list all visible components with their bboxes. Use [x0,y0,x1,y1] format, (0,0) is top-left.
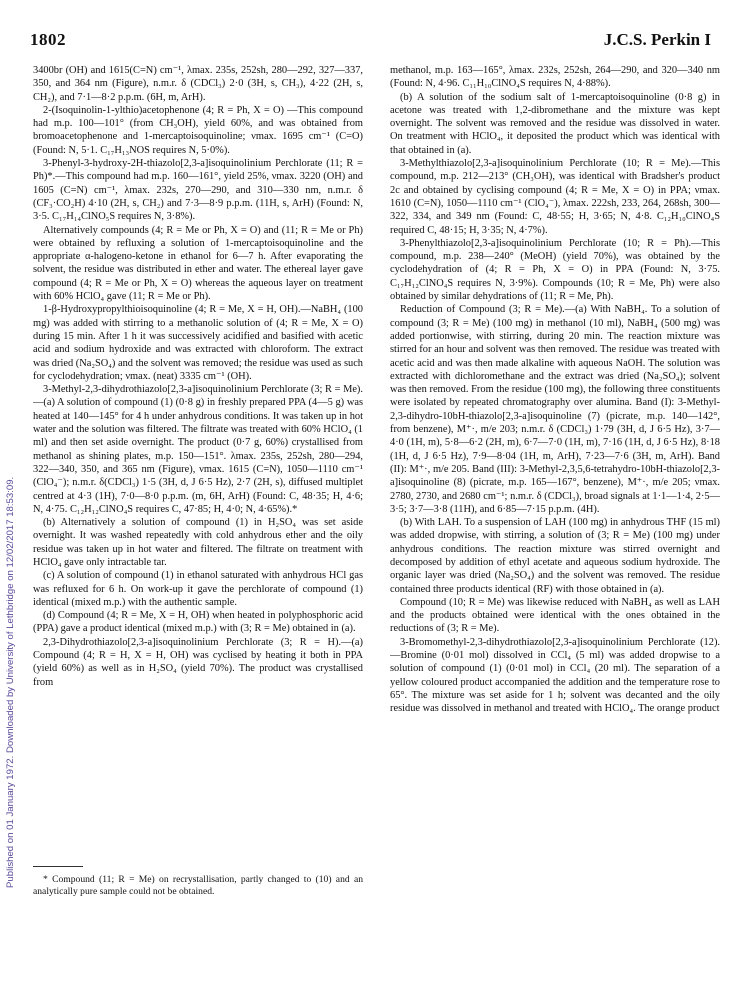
paragraph: (b) With LAH. To a suspension of LAH (100 mg) in anhydrous THF (15 ml) was added dropwise, with stirring, a solution of (3; R = Me) (100 mg) under anhydrous conditions. The reaction mixture was stirred overnight and decomposed by addition of ethyl acetate and aqueous sodium hydroxide. The organic layer was dried (Na₂SO₄) and the solvent was removed. The residue contained three products identical (RF) with those obtained in (a). [390,517,720,595]
right-column [390,64,720,974]
paragraph: 3400br (OH) and 1615(C=N) cm⁻¹, λmax. 235s, 252sh, 280—292, 327—337, 350, and 364 nm (Figure), n.m.r. δ (CDCl₃) 2·0 (3H, s, CH₃), 4·22 (2H, s, CH₂), and 7·1—8·2 p.p.m. (6H, m, ArH). [33,65,363,103]
side-download-note-text: Published on 01 January 1972. Downloaded by University of Lethbridge on 12/02/2017 18:53:09. [5,476,16,888]
footnote: * Compound (11; R = Me) on recrystallisation, partly changed to (10) and an analytically pure sample could not be obtained. [33,874,363,898]
paragraph: 3-Bromomethyl-2,3-dihydrothiazolo[2,3-a]isoquinolinium Perchlorate (12).—Bromine (0·01 mol) dissolved in CCl₄ (5 ml) was added dropwise to a solution of compound (1) (0·01 mol) in CCl₄ (20 ml). The separation of a yellow coloured product accompanied the addition and the temperature rose to 65°. The mixture was set aside for 1 h; solvent was decanted and the oily residue was dissolved in methanol and treated with HClO₄. The orange product [390,636,720,715]
paragraph: Compound (10; R = Me) was likewise reduced with NaBH₄ as well as LAH and the products obtained were identical with the ones obtained in the reductions of (3; R = Me). [390,596,720,635]
paragraph: Alternatively compounds (4; R = Me or Ph, X = O) and (11; R = Me or Ph) were obtained by refluxing a solution of 1-mercaptoisoquinoline and the appropriate α-halogeno-ketone in ethanol for 6—7 h. After evaporating the solvent, the residue was distributed in ether and water. The ethereal layer gave compound (4; R = Me or Ph, X = O) whereas the aqueous layer on treatment with 60% HClO₄ gave (11; R = Me or Ph). [33,224,363,303]
paragraph: (d) Compound (4; R = Me, X = H, OH) when heated in polyphosphoric acid (PPA) gave a product identical (mixed m.p.) with (3; R = Me) obtained in (a). [33,610,363,635]
side-download-note [3,150,17,890]
paragraph: (b) A solution of the sodium salt of 1-mercaptoisoquinoline (0·8 g) in acetone was treated with 1,2-dibromethane and the mixture was kept overnight. The solvent was removed and the residue was dissolved in water. On treatment with HClO₄, it deposited the product which was identical with that obtained in (a). [390,91,720,156]
left-column [33,64,363,859]
paragraph: (c) A solution of compound (1) in ethanol saturated with anhydrous HCl gas was refluxed for 6 h. On work-up it gave the perchlorate of compound (1) identical (mixed m.p.) with the authentic sample. [33,570,363,608]
paragraph: 1-β-Hydroxypropylthioisoquinoline (4; R = Me, X = H, OH).—NaBH₄ (100 mg) was added with stirring to a methanolic solution of (4; R = Me, X = O) during 15 min. After 1 h it was successively acidified and basified with acetic acid and sodium hydroxide and was extracted with chloroform. The extract was dried (Na₂SO₄) and the solvent was removed; the residue was used as such for cyclodehydration; νmax. (neat) 3335 cm⁻¹ (OH). [33,304,363,382]
paragraph: 3-Methyl-2,3-dihydrothiazolo[2,3-a]isoquinolinium Perchlorate (3; R = Me).—(a) A solution of compound (1) (0·8 g) in freshly prepared PPA (4—5 g) was heated at 140—145° for 4 h under anhydrous conditions. It was taken up in hot water and the solution was filtered. The filtrate was treated with 60% HClO₄ (1 ml) and then set aside overnight. The product (0·7 g, 60%) crystallised from methanol as shining plates, m.p. 150—151°. λmax. 235s, 252sh, 280—294, 322—340, 350, and 365 nm (Figure), νmax. 1615 (C=N), 1050—1110 cm⁻¹ (ClO₄⁻); n.m.r. δ(CDCl₃) 1·5 (3H, d, J 6·5 Hz), 2·7 (2H, s), diffused multiplet centred at 4·3 (1H), 7·0—8·0 p.p.m. (m, 6H, ArH) (Found: C, 48·35; H, 4·6; N, 4·75. C₁₂H₁₂ClNO₄S requires C, 47·85; H, 4·0; N, 4·65%).* [33,384,363,515]
footnote-rule [33,866,83,867]
paragraph: 2-(Isoquinolin-1-ylthio)acetophenone (4; R = Ph, X = O) —This compound had m.p. 100—101° (from CH₃OH), yield 60%, and was obtained from bromoacetophenone and 1-mercaptoisoquinoline; νmax. 1695 cm⁻¹ (C=O) (Found: N, 5·1. C₁₇H₁₃NOS requires N, 5·0%). [33,104,363,156]
paragraph: 3-Phenyl-3-hydroxy-2H-thiazolo[2,3-a]isoquinolinium Perchlorate (11; R = Ph)*.—This compound had m.p. 160—161°, yield 25%, νmax. 3220 (OH) and 1605 (C=N) cm⁻¹, λmax. 232s, 270—290, and 310—330 nm, n.m.r. δ (CF₃·CO₂H) 4·10 (2H, s, CH₂) and 7·3—8·9 p.p.m. (11H, s, ArH) (Found: N, 3·5. C₁₇H₁₄ClNO₅S requires N, 3·8%). [33,158,363,223]
paragraph: 3-Phenylthiazolo[2,3-a]isoquinolinium Perchlorate (10; R = Ph).—This compound, m.p. 238—240° (MeOH) (yield 70%), was obtained by the cyclodehydration of (4; R = Ph, X = O) in PPA (Found: N, 3·75. C₁₇H₁₂ClNO₄S requires N, 3·9%). Compounds (10; R = Me, Ph) were also obtained by similar dehydrations of (11; R = Me, Ph). [390,237,720,303]
page-number: 1802 [30,30,66,49]
paragraph: Reduction of Compound (3; R = Me).—(a) With NaBH₄. To a solution of compound (3; R = Me) (100 mg) in methanol (10 ml), NaBH₄ (500 mg) was added portionwise, with stirring, during 20 min. The reaction mixture was stirred for an hour and solvent was then removed. The residue was treated with acetic acid and was then made alkaline with aqueous NaOH. The solution was extracted with dichloromethane and the extract was dried (Na₂SO₄); solvent was then removed. From the residue (100 mg), the following three constituents were isolated by repeated chromatography over alumina. Band (I): 3-Methyl-2,3-dihydro-10bH-thiazolo[2,3-a]isoquinoline (7) (picrate, m.p. 140—142°, from benzene), M⁺·, m/e 203; n.m.r. δ (CDCl₃) 1·79 (3H, d, J 6·5 Hz), 3·7—4·0 (1H, m), 5·8—6·2 (2H, m), 6·7—7·0 (1H, m), 7·16 (1H, d, J 6·5 Hz), 8·18 (1H, d, J 6·5 Hz), 7·9—8·04 (1H, m, ArH), 7·23—7·6 (3H, m, ArH). Band (II): M⁺·, m/e 205. Band (III): 3-Methyl-2,3,5,6-tetrahydro-10bH-thiazolo[2,3-a]isoquinoline (8) (picrate, m.p. 165—167°, benzene), M⁺·, m/e 205; νmax. 2780, 2730, and 2680 cm⁻¹; n.m.r. δ (CDCl₃), broad signals at 1·1—1·4, 2·5—3·5; 3·7—3·8 (11H), and 6·85—7·15 p.p.m. (4H). [390,304,720,515]
paragraph: (b) Alternatively a solution of compound (1) in H₂SO₄ was set aside overnight. It was washed repeatedly with cold anhydrous ether and the oily residue was taken up in hot water and filtered. The filtrate on treatment with HClO₄ gave only intractable tar. [33,517,363,568]
paragraph: 3-Methylthiazolo[2,3-a]isoquinolinium Perchlorate (10; R = Me).—This compound, m.p. 212—213° (CH₃OH), was identical with Bradsher's product 2c and obtained by cyclising compound (4; R = Me, X = O) in PPA; νmax. 1610 (C=N), 1050—1110 cm⁻¹ (ClO₄⁻), λmax. 222sh, 233, 264, 268sh, 300—322, 334, and 349 nm (Found: C, 48·55; H, 3·65; N, 4·8. C₁₂H₁₀ClNO₄S required C, 48·15; H, 3·35; N, 4·7%). [390,158,720,236]
paragraph: 2,3-Dihydrothiazolo[2,3-a]isoquinolinium Perchlorate (3; R = H).—(a) Compound (4; R = H, X = H, OH) was cyclised by heating it both in PPA (yield 60%) as well as in H₂SO₄ (yield 70%). The product was crystallised from [33,636,363,688]
paragraph: methanol, m.p. 163—165°, λmax. 232s, 252sh, 264—290, and 320—340 nm (Found: N, 4·96. C₁₁H₁₀ClNO₄S requires N, 4·88%). [390,65,720,90]
journal-name: J.C.S. Perkin I [603,30,711,49]
